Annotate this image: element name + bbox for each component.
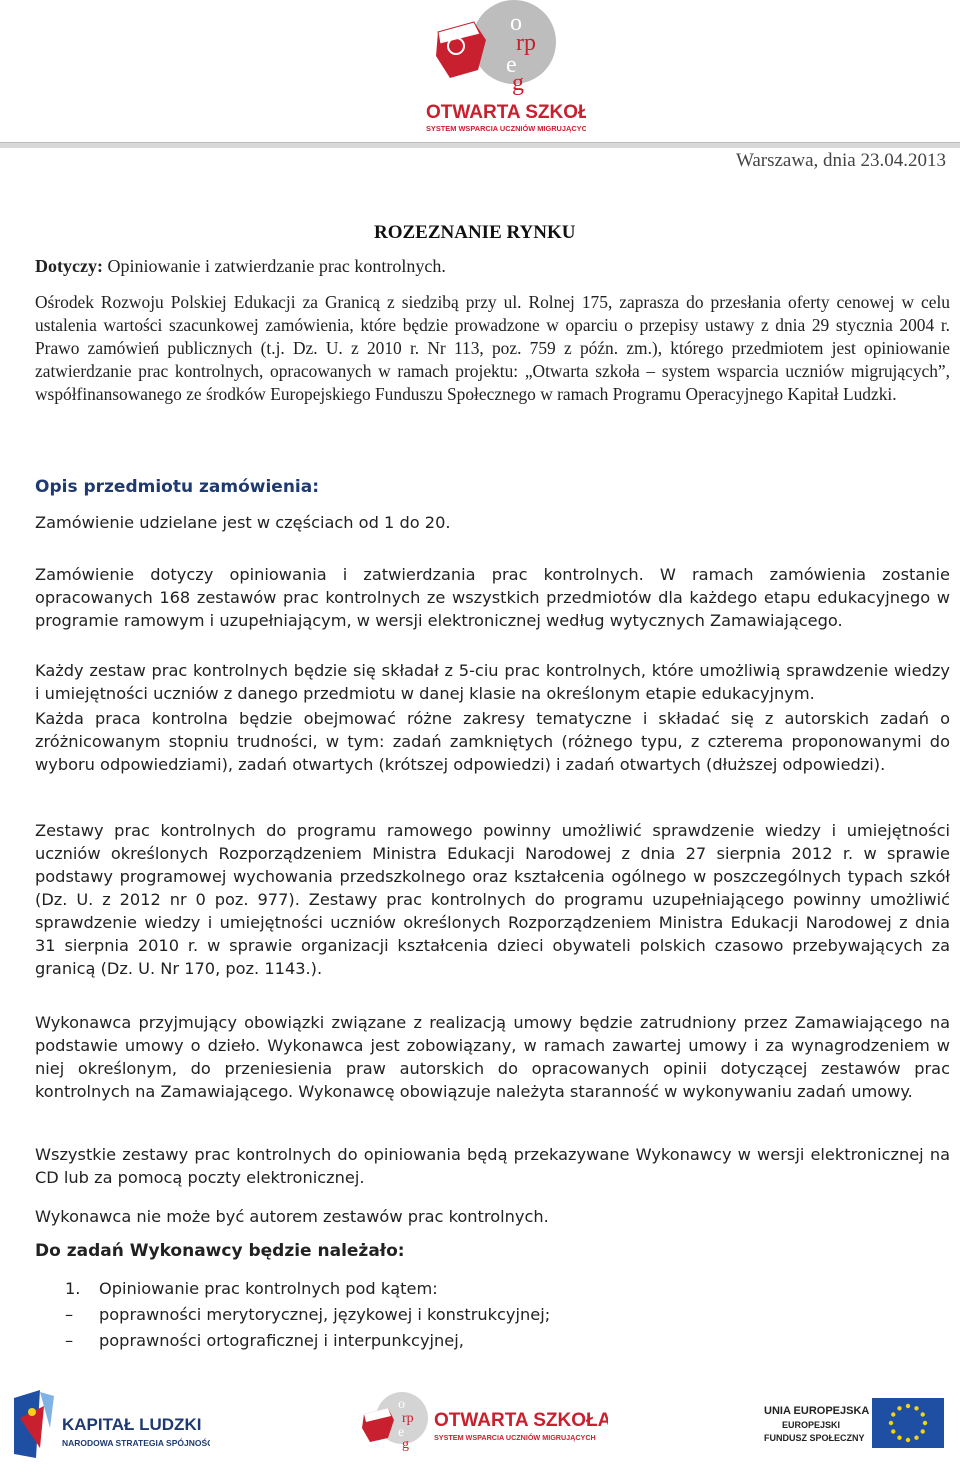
orpeg-logo: [426, 0, 586, 142]
list-marker: –: [65, 1305, 74, 1324]
svg-text:g: g: [402, 1437, 409, 1452]
eu-star-icon: [914, 1406, 918, 1410]
svg-text:rp: rp: [402, 1411, 414, 1426]
intro-paragraph: Ośrodek Rozwoju Polskiej Edukacji za Granicą z siedzibą przy ul. Rolnej 175, zaprasza do przesłania oferty cenowej w celu ustalenia wartości szacunkowej zamówienia, które będzie prowadzone w oparciu o przepisy ustawy z dnia 29 stycznia 2004 r. Prawo zamówień publicznych (t.j. Dz. U. z 2010 r. Nr 113, poz. 759 z późn. zm.), którego przedmiotem jest opiniowanie zatwierdzanie prac kontrolnych, opracowanych w ramach projektu: „Otwarta szkoła – system wsparcia uczniów migrujących”, współfinansowanego ze środków Europejskiego Funduszu Społecznego w ramach Programu Operacyjnego Kapitał Ludzki.: [35, 292, 950, 404]
paragraph-wykonawca: Wykonawca przyjmujący obowiązki związane z realizacją umowy będzie zatrudniony przez Zamawiającego na podstawie umowy o dzieło. Wykonawca jest zobowiązany, w ramach zawartej umowy i za wynagrodzeniem w niej określonym, do przeniesienia praw autorskich do opracowanych opinii dotyczącej zestawów prac kontrolnych na Zamawiającego. Wykonawcę obowiązuje należyta staranność w wykonywaniu zadań umowy.: [35, 1013, 950, 1101]
list-item-text: Opiniowanie prac kontrolnych pod kątem:: [99, 1279, 438, 1298]
list-marker: 1.: [65, 1279, 81, 1298]
list-item: [35, 1302, 935, 1328]
logo-subtitle: SYSTEM WSPARCIA UCZNIÓW MIGRUJĄCYCH: [426, 124, 586, 133]
kapital-ludzki-logo: [10, 1388, 210, 1469]
subject-label: Dotyczy:: [35, 256, 103, 276]
svg-text:o: o: [398, 1397, 405, 1412]
document-title: ROZEZNANIE RYNKU: [374, 222, 576, 243]
document-date: Warszawa, dnia 23.04.2013: [735, 150, 946, 171]
header-divider: [0, 142, 960, 148]
footer-os-title: OTWARTA SZKOŁA: [434, 1410, 608, 1431]
footer-os-subtitle: SYSTEM WSPARCIA UCZNIÓW MIGRUJĄCYCH: [434, 1433, 596, 1442]
eu-star-icon: [891, 1412, 895, 1416]
eu-star-icon: [891, 1429, 895, 1433]
ue-subtitle-2: FUNDUSZ SPOŁECZNY: [764, 1433, 865, 1443]
paragraph-czesci: Zamówienie udzielane jest w częściach od 1 do 20.: [35, 513, 451, 532]
otwarta-szkola-footer-logo: [358, 1388, 608, 1463]
task-list: [35, 1276, 935, 1354]
paragraph-zestaw: Każdy zestaw prac kontrolnych będzie się składał z 5-ciu prac kontrolnych, które umożliwią sprawdzenie wiedzy i umiejętności uczniów z danego przedmiotu w danej klasie na określonym etapie edukacyjnym.: [35, 661, 950, 703]
eu-star-icon: [921, 1412, 925, 1416]
eu-star-icon: [914, 1436, 918, 1440]
svg-text:e: e: [398, 1425, 405, 1440]
ue-title: UNIA EUROPEJSKA: [764, 1405, 870, 1417]
kapital-ludzki-title: KAPITAŁ LUDZKI: [62, 1415, 202, 1434]
list-item-text: poprawności merytorycznej, językowej i konstrukcyjnej;: [99, 1305, 551, 1324]
zadania-heading: Do zadań Wykonawcy będzie należało:: [35, 1241, 405, 1261]
paragraph-praca: Każda praca kontrolna będzie obejmować różne zakresy tematyczne i składać się z autorskich zadań o zróżnicowanym stopniu trudności, w tym: zadań zamkniętych (różnego typu, z czterema proponowanymi do wyboru odpowiedziami), zadań otwartych (krótszej odpowiedzi) i zadań otwartych (dłuższej odpowiedzi).: [35, 709, 950, 774]
opis-heading: Opis przedmiotu zamówienia:: [35, 477, 320, 497]
subject-line: [35, 256, 446, 277]
svg-text:e: e: [506, 52, 517, 78]
eu-star-icon: [921, 1429, 925, 1433]
paragraph-zakres: Zamówienie dotyczy opiniowania i zatwierdzania prac kontrolnych. W ramach zamówienia zostanie opracowanych 168 zestawów prac kontrolnych ze wszystkich przedmiotów dla każdego etapu edukacyjnego w programie ramowym i uzupełniającym, w wersji elektronicznej według wytycznych Zamawiającego.: [35, 565, 950, 630]
unia-europejska-logo: [760, 1394, 950, 1467]
svg-text:o: o: [510, 10, 522, 36]
kapital-ludzki-subtitle: NARODOWA STRATEGIA SPÓJNOŚCI: [62, 1438, 210, 1448]
list-marker: –: [65, 1331, 74, 1350]
svg-text:rp: rp: [516, 30, 536, 56]
eu-star-icon: [923, 1421, 927, 1425]
logo-title: OTWARTA SZKOŁA: [426, 102, 586, 123]
paragraph-autor: Wykonawca nie może być autorem zestawów prac kontrolnych.: [35, 1207, 549, 1226]
ue-subtitle-1: EUROPEJSKI: [782, 1420, 841, 1430]
eu-star-icon: [897, 1406, 901, 1410]
paragraph-program: Zestawy prac kontrolnych do programu ramowego powinny umożliwić sprawdzenie wiedzy i umiejętności uczniów określonych Rozporządzeniem Ministra Edukacji Narodowej z dnia 27 sierpnia 2012 r. w sprawie podstawy programowej wychowania przedszkolnego oraz kształcenia ogólnego w poszczególnych typach szkół (Dz. U. z 2012 nr 0 poz. 977). Zestawy prac kontrolnych do programu uzupełniającego powinny umożliwić sprawdzenie wiedzy i umiejętności uczniów określonych Rozporządzeniem Ministra Edukacji Narodowej z dnia 31 sierpnia 2010 r. w sprawie organizacji kształcenia dzieci obywateli polskich czasowo przebywających za granicą (Dz. U. Nr 170, poz. 1143.).: [35, 821, 950, 978]
list-item: [35, 1276, 935, 1302]
svg-text:g: g: [512, 70, 524, 96]
footer-logos: [0, 1378, 960, 1474]
paragraph-przekazanie: Wszystkie zestawy prac kontrolnych do opiniowania będą przekazywane Wykonawcy w wersji elektronicznej na CD lub za pomocą poczty elektronicznej.: [35, 1145, 950, 1187]
eu-star-icon: [889, 1421, 893, 1425]
subject-value: Opiniowanie i zatwierdzanie prac kontrolnych.: [107, 256, 446, 276]
eu-star-icon: [897, 1436, 901, 1440]
eu-star-icon: [906, 1438, 910, 1442]
eu-star-icon: [906, 1404, 910, 1408]
list-item-text: poprawności ortograficznej i interpunkcyjnej,: [99, 1331, 464, 1350]
list-item: [35, 1328, 935, 1354]
